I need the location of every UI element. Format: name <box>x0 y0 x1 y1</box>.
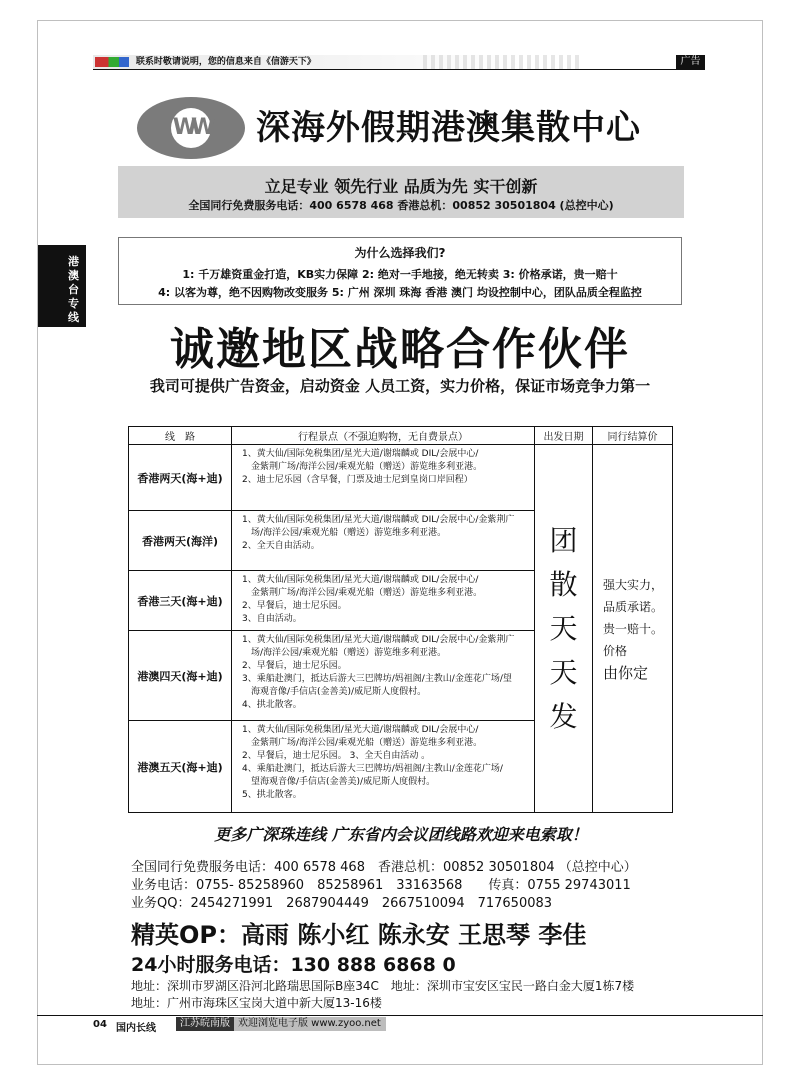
route-name: 香港两天(海洋) <box>129 511 232 571</box>
column-header: 行程景点（不强迫购物，无自费景点） <box>232 427 535 445</box>
section-name: 国内长线 <box>116 1023 156 1034</box>
column-header: 线 路 <box>129 427 232 445</box>
edition-badge: 江苏皖南版 <box>176 1017 234 1031</box>
route-details: 1、黄大仙/国际免税集团/星光大道/谢瑞麟或 DIL/会展中心/ 金紫荆广场/海洋公园/乘观光船（赠送）游览维多利亚港。 2、早餐后，迪士尼乐园。 3、全天自由活动 。 4、乘船赴澳门，抵达后游大三巴牌坊/妈祖阁/主教山/金莲花广场/ 望海观音像/手信店(金善美)/威尼斯人度假村。 5、拱北散客。 <box>232 721 535 813</box>
address-line-1: 地址：深圳市罗湖区沿河北路瑞思国际B座34C 地址：深圳市宝安区宝民一路白金大厦1栋7楼 <box>131 979 635 993</box>
table-header-row <box>129 427 673 445</box>
route-name: 港澳四天(海+迪) <box>129 631 232 721</box>
routes-table <box>128 426 673 813</box>
op-staff: 精英OP：高雨 陈小红 陈永安 王思琴 李佳 <box>131 921 587 949</box>
company-logo <box>137 97 245 159</box>
route-details: 1、黄大仙/国际免税集团/星光大道/谢瑞麟或 DIL/会展中心/金紫荆广 场/海洋公园/乘观光船（赠送）游览维多利亚港。 2、全天自由活动。 <box>232 511 535 571</box>
hotline-line: 全国同行免费服务电话：400 6578 468 香港总机：00852 30501804 (总控中心) <box>188 199 614 212</box>
subheadline: 我司可提供广告资金，启动资金 人员工资，实力价格，保证市场竞争力第一 <box>149 377 651 395</box>
page-number: 04 <box>93 1019 107 1030</box>
company-name: 深海外假期港澳集散中心 <box>256 108 641 148</box>
hotline-24h: 24小时服务电话：130 888 6868 0 <box>131 954 456 976</box>
route-name: 香港两天(海+迪) <box>129 445 232 511</box>
route-name: 港澳五天(海+迪) <box>129 721 232 813</box>
more-routes: 更多广深珠连线 广东省内会议团线路欢迎来电索取！ <box>214 825 588 844</box>
header-pattern <box>423 55 583 69</box>
headline: 诚邀地区战略合作伙伴 <box>170 324 630 375</box>
route-details: 1、黄大仙/国际免税集团/星光大道/谢瑞麟或 DIL/会展中心/金紫荆广 场/海洋公园/乘观光船（赠送）游览维多利亚港。 2、早餐后，迪士尼乐园。 3、乘船赴澳门，抵达后游大三巴牌坊/妈祖阁/主教山/金莲花广场/望 海观音像/手信店(金善美)/威尼斯人度假村。 4、拱北散客。 <box>232 631 535 721</box>
departure-text: 团散天天发 <box>549 523 578 733</box>
route-details: 1、黄大仙/国际免税集团/星光大道/谢瑞麟或 DIL/会展中心/ 金紫荆广场/海洋公园/乘观光船（赠送）游览维多利亚港。 2、早餐后，迪士尼乐园。 3、自由活动。 <box>232 571 535 631</box>
publisher-logo-icon <box>95 57 129 67</box>
side-tab-label: 港澳台专线 <box>68 255 79 324</box>
departure-cell <box>535 445 593 813</box>
why-title: 为什么选择我们? <box>354 246 446 260</box>
contact-line-2: 业务电话：0755- 85258960 85258961 33163568 传真：0755 29743011 <box>131 878 631 893</box>
route-details: 1、黄大仙/国际免税集团/星光大道/谢瑞麟或 DIL/会展中心/ 金紫荆广场/海洋公园/乘观光船（赠送）游览维多利亚港。 2、迪士尼乐园（含早餐，门票及迪士尼到皇岗口岸回程） <box>232 445 535 511</box>
header-divider <box>93 69 705 70</box>
footer-url: 欢迎浏览电子版 www.zyoo.net <box>234 1017 386 1031</box>
header-bar <box>93 55 705 69</box>
address-line-2: 地址：广州市海珠区宝岗大道中新大厦13-16楼 <box>131 996 382 1010</box>
column-header: 出发日期 <box>535 427 593 445</box>
contact-line-3: 业务QQ：2454271991 2687904449 2667510094 717650083 <box>131 896 553 911</box>
table-row <box>129 445 673 511</box>
footer-divider <box>37 1015 763 1016</box>
why-line-2: 4: 以客为尊，绝不因购物改变服务 5: 广州 深圳 珠海 香港 澳门 均设控制中心，团队品质全程监控 <box>158 286 642 299</box>
logo-mark: WW <box>172 115 210 140</box>
route-name: 香港三天(海+迪) <box>129 571 232 631</box>
side-tab <box>38 245 86 327</box>
why-line-1: 1: 千万雄资重金打造，KB实力保障 2: 绝对一手地接，绝无转卖 3: 价格承诺，贵一赔十 <box>182 268 618 281</box>
contact-line-1: 全国同行免费服务电话：400 6578 468 香港总机：00852 30501804 （总控中心） <box>131 860 637 875</box>
column-header: 同行结算价 <box>593 427 673 445</box>
header-notice: 联系时敬请说明，您的信息来自《信游天下》 <box>135 57 316 67</box>
slogan: 立足专业 领先行业 品质为先 实干创新 <box>264 177 538 196</box>
price-cell: 强大实力， 品质承诺。 贵一赔十。 价格 由你定 <box>593 445 673 813</box>
ad-tag: 广告 <box>676 55 705 69</box>
